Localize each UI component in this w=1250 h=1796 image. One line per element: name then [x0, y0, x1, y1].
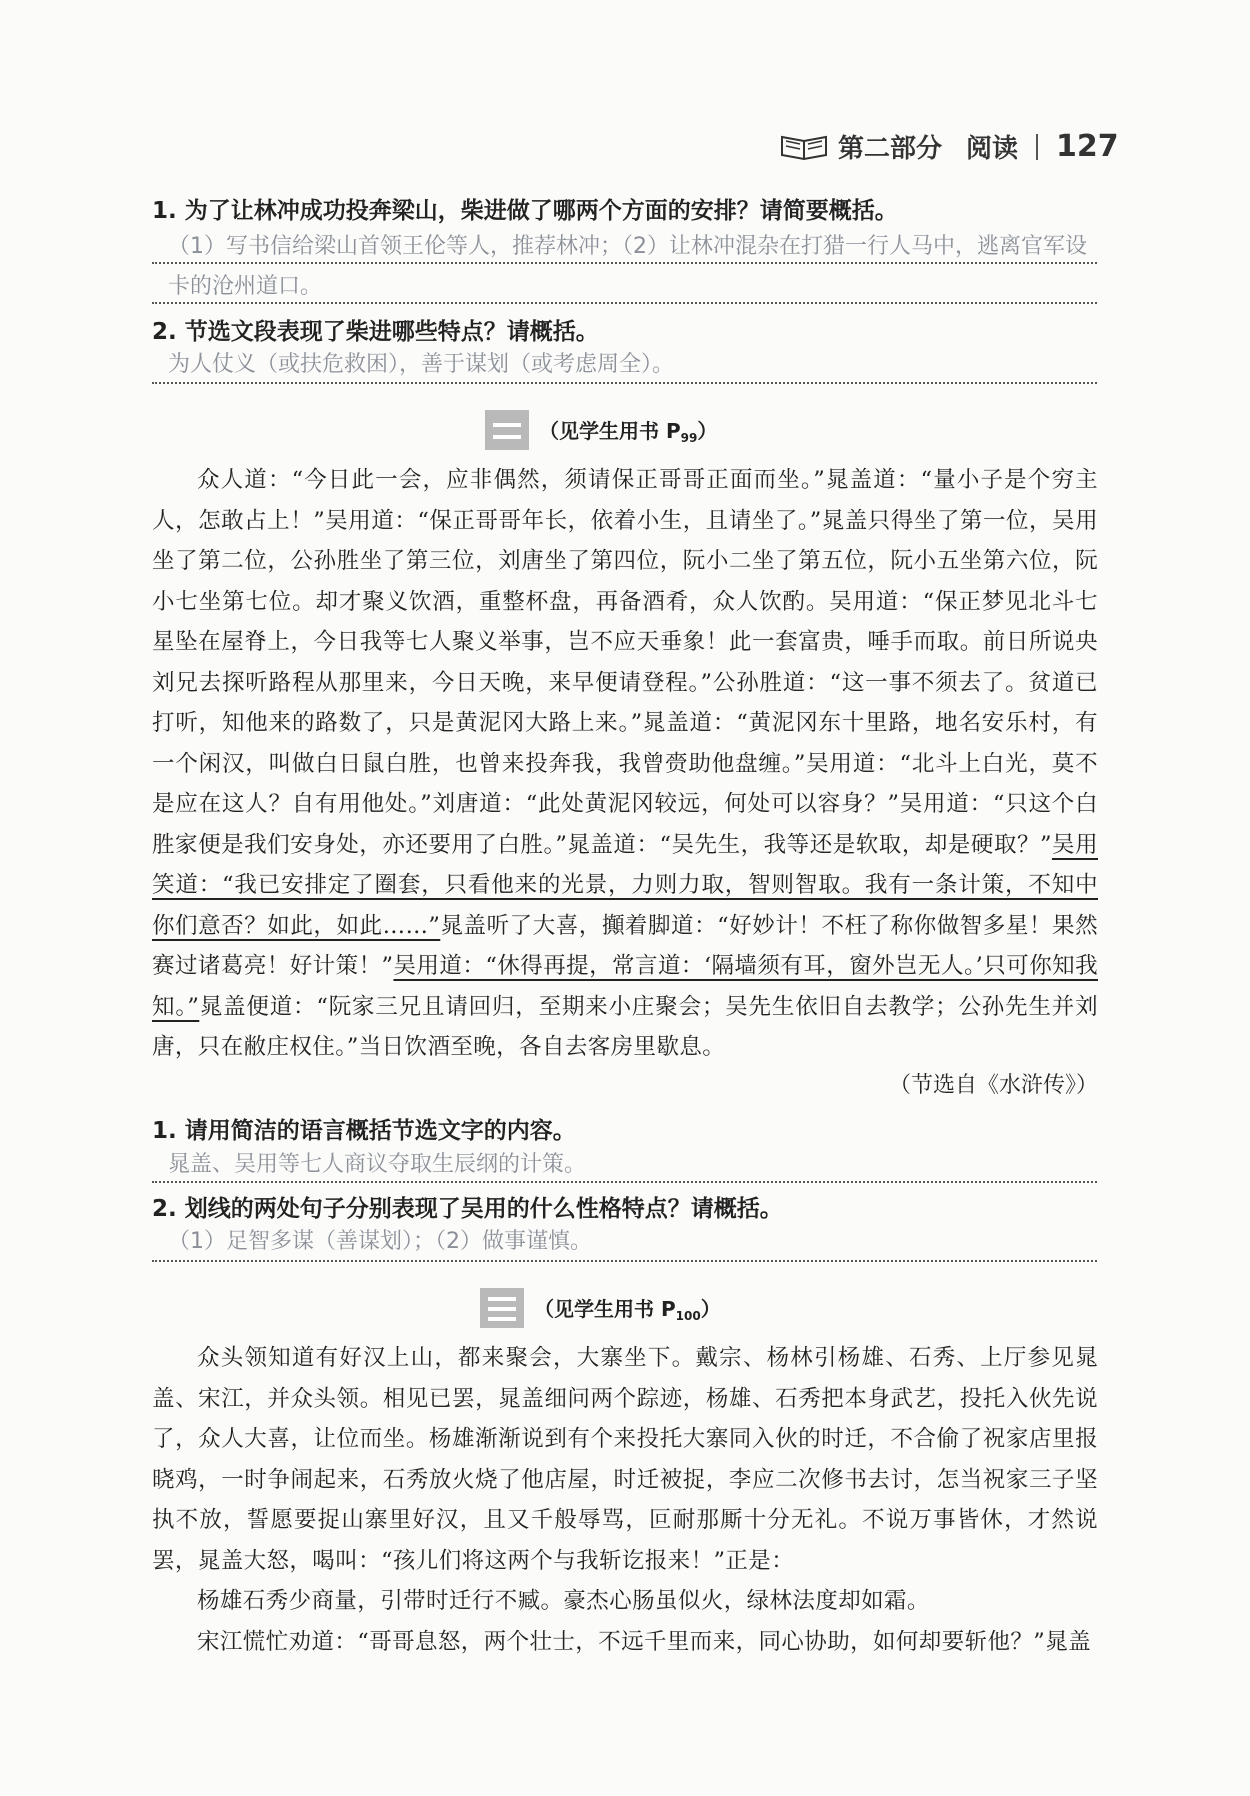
passage-source: （节选自《水浒传》）	[888, 1073, 1098, 1098]
passage-text: 晁盖便道：“阮家三兄且请回归，至期来小庄聚会；吴先生依旧自去教学；公孙先生并刘唐，只在敝庄权住。”当日饮酒至晚，各自去客房里歇息。	[152, 993, 1099, 1060]
answer-line	[152, 1260, 1097, 1262]
page-header	[780, 128, 1119, 165]
section3-paragraph-2: 宋江慌忙劝道：“哥哥息怒，两个壮士，不远千里而来，同心协助，如何却要斩他？”晁盖	[197, 1628, 1092, 1655]
header-divider	[1036, 134, 1038, 160]
section3-poem: 杨雄石秀少商量，引带时迁行不臧。豪杰心肠虽似火，绿林法度却如霜。	[197, 1588, 930, 1614]
section3-heading	[480, 1288, 721, 1328]
section2-q1-answer: 晁盖、吴用等七人商议夺取生辰纲的计策。	[168, 1152, 587, 1177]
section2-q2-answer: （1）足智多谋（善谋划）；（2）做事谨慎。	[168, 1229, 592, 1254]
section2-heading	[485, 410, 717, 450]
underlined-sentence-2: 吴用道：“休得再提，常言道：‘隔墙须有耳，窗外岂无人。’只可你知我知。”	[152, 953, 1098, 1020]
answer-line	[152, 302, 1097, 304]
page-number: 127	[1056, 129, 1119, 164]
answer-line	[152, 1181, 1097, 1183]
section3-ref: （见学生用书 $P_{100}$）	[534, 1297, 721, 1323]
part-title: 第二部分	[838, 134, 943, 164]
section3-paragraph-1: 众头领知道有好汉上山，都来聚会，大寨坐下。戴宗、杨林引杨雄、石秀、上厅参见晁盖、宋江，并众头领。相见已罢，晁盖细问两个踪迹，杨雄、石秀把本身武艺，投托入伙先说了，众人大喜，让位而坐。杨雄渐渐说到有个来投托大寨同入伙的时迁，不合偷了祝家店里报晓鸡，一时争闹起来，石秀放火烧了他店屋，时迁被捉，李应二次修书去讨，怎当祝家三子坚执不放，誓愿要捉山寨里好汉，且又千般辱骂，叵耐那厮十分无礼。不说万事皆休，才然说罢，晁盖大怒，喝叫：“孩儿们将这两个与我斩讫报来！”正是：	[152, 1345, 1098, 1574]
answer-line	[152, 262, 1097, 264]
section-number-badge	[485, 410, 529, 450]
section3-passage	[152, 1338, 1098, 1662]
section2-q2-question: 2. 划线的两处句子分别表现了吴用的什么性格特点？请概括。	[152, 1196, 783, 1222]
part1-q2-question: 2. 节选文段表现了柴进哪些特点？请概括。	[152, 319, 599, 345]
section2-q1-question: 1. 请用简洁的语言概括节选文字的内容。	[152, 1118, 576, 1144]
part1-q2-answer: 为人仗义（或扶危救困），善于谋划（或考虑周全）。	[168, 352, 675, 377]
part1-q1-question: 1. 为了让林冲成功投奔梁山，柴进做了哪两个方面的安排？请简要概括。	[152, 198, 898, 224]
book-icon	[780, 133, 828, 161]
passage-text: 众人道：“今日此一会，应非偶然，须请保正哥哥正面而坐。”晁盖道：“量小子是个穷主人，怎敢占上！”吴用道：“保正哥哥年长，依着小生，且请坐了。”晁盖只得坐了第一位，吴用坐了第二位，公孙胜坐了第三位，刘唐坐了第四位，阮小二坐了第五位，阮小五坐第六位，阮小七坐第七位。却才聚义饮酒，重整杯盘，再备酒肴，众人饮酌。吴用道：“保正梦见北斗七星坠在屋脊上，今日我等七人聚义举事，岂不应天垂象！此一套富贵，唾手而取。前日所说央刘兄去探听路程从那里来，今日天晚，来早便请登程。”公孙胜道：“这一事不须去了。贫道已打听，知他来的路数了，只是黄泥冈大路上来。”晁盖道：“黄泥冈东十里路，地名安乐村，有一个闲汉，叫做白日鼠白胜，也曾来投奔我，我曾赍助他盘缠。”吴用道：“北斗上白光，莫不是应在这人？自有用他处。”刘唐道：“此处黄泥冈较远，何处可以容身？”吴用道：“只这个白胜家便是我们安身处，亦还要用了白胜。”晁盖道：“吴先生，我等还是软取，却是硬取？”	[152, 467, 1098, 858]
section-number-badge	[480, 1288, 524, 1328]
answer-line	[152, 382, 1097, 384]
section2-ref: （见学生用书 $P_{99}$）	[539, 419, 718, 445]
topic-title: 阅读	[966, 134, 1019, 164]
underlined-sentence-1: 吴用笑道：“我已安排定了圈套，只看他来的光景，力则力取，智则智取。我有一条计策，不知中你们意否？如此，如此……”	[152, 831, 1098, 939]
part1-q1-answer: （1）写书信给梁山首领王伦等人，推荐林冲；（2）让林冲混杂在打猎一行人马中，逃离官军设卡的沧州道口。	[168, 234, 1087, 299]
passage-text: 晁盖听了大喜，攧着脚道：“好妙计！不枉了称你做智多星！果然赛过诸葛亮！好计策！”	[152, 912, 1099, 979]
section2-passage	[152, 460, 1098, 1068]
